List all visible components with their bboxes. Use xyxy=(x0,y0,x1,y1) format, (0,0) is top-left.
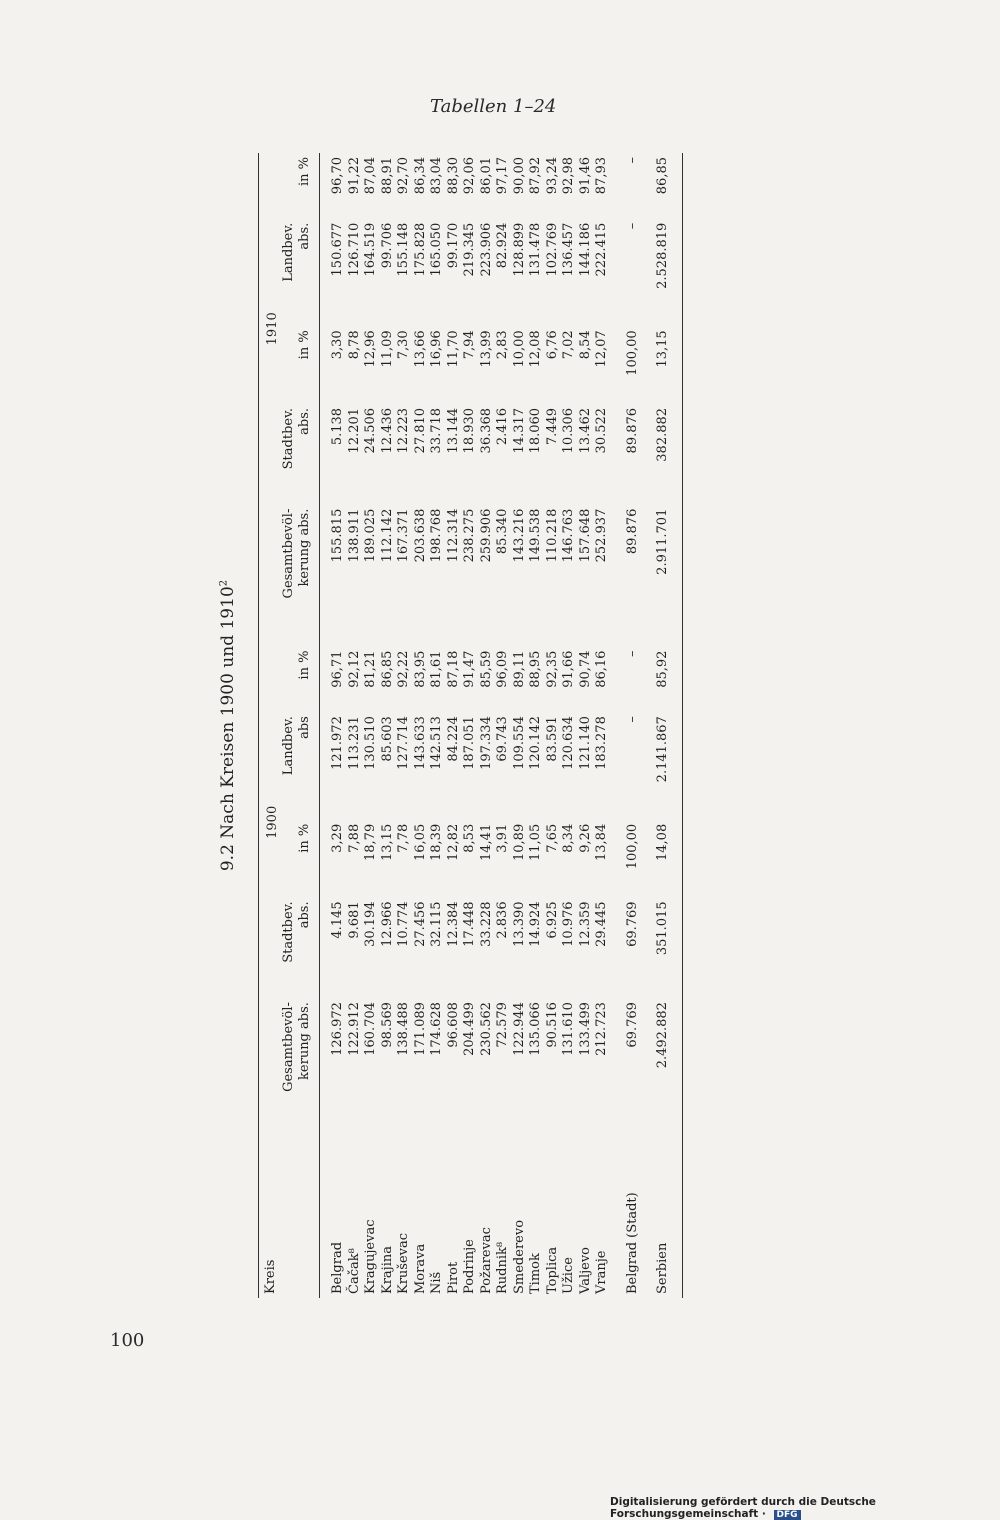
header-land-1910-abs: abs. xyxy=(297,222,312,250)
cell-l1910: 126.710 xyxy=(346,222,362,277)
cell-s1900: 29.445 xyxy=(594,901,609,947)
cell-kreis: Krajina xyxy=(379,1246,395,1294)
spacer-row xyxy=(672,153,683,1298)
table-row xyxy=(545,153,562,1298)
cell-s1900: 9.681 xyxy=(346,901,362,939)
cell-g1900: 174.628 xyxy=(429,1002,444,1056)
header-year-1910: 1910 xyxy=(264,312,280,346)
cell-l1900: 187.051 xyxy=(462,716,477,770)
cell-l1910: 164.519 xyxy=(363,222,378,277)
header-land-pct-1910: in % xyxy=(297,157,312,187)
cell-kreis: Valjevo xyxy=(577,1247,593,1294)
table-row xyxy=(594,153,611,1298)
header-gesamt-1900-l2: kerung abs. xyxy=(297,1002,312,1080)
cell-g1900: 98.569 xyxy=(379,1002,395,1048)
spacer-cell xyxy=(672,153,683,1298)
cell-lp1910: 97,17 xyxy=(495,157,510,195)
table-row xyxy=(479,153,496,1298)
cell-l1910: 175.828 xyxy=(412,222,428,277)
cell-sp1910: 3,30 xyxy=(330,330,345,360)
cell-sp1900: 8,34 xyxy=(561,823,576,853)
cell-lp1910: 91,22 xyxy=(346,157,362,195)
cell-lp1910: 92,98 xyxy=(561,157,576,195)
header-gesamt-1910 xyxy=(281,505,320,647)
cell-lp1910: 90,00 xyxy=(511,157,527,195)
cell-s1900: 2.836 xyxy=(495,901,510,939)
header-stadt-1900-abs: abs. xyxy=(297,901,312,929)
cell-l1900: 183.278 xyxy=(594,716,609,770)
cell-l1910: 128.899 xyxy=(511,222,527,277)
cell-l1910: 99.706 xyxy=(379,222,395,269)
cell-l1910: 82.924 xyxy=(495,222,510,269)
table-row xyxy=(363,153,380,1298)
cell-sp1910: 11,70 xyxy=(445,330,461,368)
cell-s1910: 18.060 xyxy=(528,407,543,454)
cell-sp1900: 14,41 xyxy=(478,823,494,861)
cell-sp1910: 10,00 xyxy=(511,330,527,368)
cell-s1910: 12.436 xyxy=(379,407,395,454)
cell-s1910: 18.930 xyxy=(462,407,477,454)
cell-l1900: 83.591 xyxy=(544,716,560,762)
cell-l1910: 219.345 xyxy=(462,222,477,277)
header-stadt-1910-l1: Stadtbev. xyxy=(281,407,296,470)
cell-g1910: 89.876 xyxy=(624,508,640,555)
header-gesamt-1910-l2: kerung abs. xyxy=(297,508,312,587)
cell-kreis: Timok xyxy=(528,1253,543,1294)
cell-kreis: Pirot xyxy=(445,1261,461,1294)
table-row xyxy=(413,153,430,1298)
cell-sp1910: 12,07 xyxy=(594,330,609,368)
cell-g1900: 96.608 xyxy=(445,1002,461,1048)
header-land-1900-abs: abs xyxy=(297,716,312,739)
spacer-row xyxy=(641,153,655,1298)
cell-g1910: 2.911.701 xyxy=(655,508,670,575)
cell-g1900: 171.089 xyxy=(412,1002,428,1056)
cell-sp1910: 8,78 xyxy=(346,330,362,360)
spacer-row xyxy=(611,153,625,1298)
cell-lp1900: 86,85 xyxy=(379,650,395,688)
cell-l1900: 109.554 xyxy=(511,716,527,770)
cell-l1910: 150.677 xyxy=(330,222,345,277)
cell-l1910: 223.906 xyxy=(478,222,494,277)
cell-sp1900: 9,26 xyxy=(577,823,593,853)
cell-g1910: 238.275 xyxy=(462,508,477,563)
cell-g1910: 167.371 xyxy=(396,508,411,563)
cell-g1910: 198.768 xyxy=(429,508,444,563)
cell-g1910: 112.142 xyxy=(379,508,395,563)
cell-l1900: 84.224 xyxy=(445,716,461,762)
cell-g1900: 131.610 xyxy=(561,1002,576,1056)
spacer-cell xyxy=(611,153,625,1298)
cell-kreis: Podrinje xyxy=(462,1239,477,1294)
cell-g1900: 72.579 xyxy=(495,1002,510,1048)
cell-l1910: 99.170 xyxy=(445,222,461,269)
cell-kreis: Niš xyxy=(429,1271,444,1294)
cell-s1900: 10.976 xyxy=(561,901,576,947)
table-row xyxy=(561,153,578,1298)
cell-lp1900: 81,21 xyxy=(363,650,378,688)
cell-lp1910: 87,93 xyxy=(594,157,609,195)
cell-sp1910: 12,96 xyxy=(363,330,378,368)
cell-g1900: 122.944 xyxy=(511,1002,527,1056)
table-row xyxy=(347,153,364,1298)
spacer-cell xyxy=(641,153,655,1298)
cell-s1900: 14.924 xyxy=(528,901,543,947)
cell-l1910: 2.528.819 xyxy=(655,222,670,289)
cell-lp1900: 87,18 xyxy=(445,650,461,688)
footer-credit-text: Digitalisierung gefördert durch die Deutsche Forschungsgemeinschaft xyxy=(610,1496,876,1520)
cell-s1900: 6.925 xyxy=(544,901,560,939)
cell-sp1900: 14,08 xyxy=(655,823,670,861)
cell-s1900: 69.769 xyxy=(624,901,640,947)
cell-l1910: 131.478 xyxy=(528,222,543,277)
cell-lp1910: 92,06 xyxy=(462,157,477,195)
cell-l1910: 222.415 xyxy=(594,222,609,277)
cell-lp1900: 96,09 xyxy=(495,650,510,688)
cell-sp1910: 2,83 xyxy=(495,330,510,360)
cell-g1910: 112.314 xyxy=(445,508,461,563)
table-row xyxy=(380,153,397,1298)
cell-lp1900: 92,12 xyxy=(346,650,362,688)
dfg-logo-icon: DFG xyxy=(774,1510,801,1520)
cell-lp1900: 91,47 xyxy=(462,650,477,688)
cell-g1910: 203.638 xyxy=(412,508,428,563)
cell-g1910: 155.815 xyxy=(330,508,345,563)
running-head: Tabellen 1–24 xyxy=(430,96,557,117)
cell-s1910: 13.462 xyxy=(577,407,593,454)
cell-kreis: Vranje xyxy=(594,1250,609,1294)
header-row-years xyxy=(259,153,282,1298)
table-row-serbien xyxy=(655,153,672,1298)
cell-lp1910: 92,70 xyxy=(396,157,411,195)
cell-lp1900: 90,74 xyxy=(577,650,593,688)
cell-kreis: Kruševac xyxy=(396,1232,411,1294)
cell-l1910: 102.769 xyxy=(544,222,560,277)
header-gesamt-1910-l1: Gesamtbevöl- xyxy=(281,508,296,599)
cell-lp1910: 86,01 xyxy=(478,157,494,195)
cell-lp1900: 92,22 xyxy=(396,650,411,688)
spacer-cell xyxy=(320,153,331,1298)
cell-sp1900: 7,78 xyxy=(396,823,411,853)
cell-kreis: Serbien xyxy=(655,1242,670,1294)
cell-sp1900: 10,89 xyxy=(511,823,527,861)
table-title-text: 9.2 Nach Kreisen 1900 und 1910 xyxy=(218,586,238,872)
cell-s1910: 7.449 xyxy=(544,407,560,446)
cell-sp1910: 7,94 xyxy=(462,330,477,360)
cell-l1900: 127.714 xyxy=(396,716,411,770)
cell-g1900: 160.704 xyxy=(363,1002,378,1056)
cell-g1900: 133.499 xyxy=(577,1002,593,1056)
cell-sp1900: 12,82 xyxy=(445,823,461,861)
cell-sp1910: 100,00 xyxy=(624,330,640,376)
cell-sp1910: 16,96 xyxy=(429,330,444,368)
header-land-abs-1910 xyxy=(281,219,320,327)
header-stadt-abs-1910 xyxy=(281,404,320,505)
cell-g1900: 2.492.882 xyxy=(655,1002,670,1069)
cell-g1910: 252.937 xyxy=(594,508,609,563)
cell-sp1910: 7,30 xyxy=(396,330,411,360)
cell-g1910: 110.218 xyxy=(544,508,560,563)
cell-g1910: 189.025 xyxy=(363,508,378,563)
cell-s1910: 12.201 xyxy=(346,407,362,454)
cell-g1900: 138.488 xyxy=(396,1002,411,1056)
cell-kreis: Morava xyxy=(412,1243,428,1294)
cell-s1910: 36.368 xyxy=(478,407,494,454)
cell-lp1910: 87,92 xyxy=(528,157,543,195)
cell-sp1900: 3,91 xyxy=(495,823,510,853)
table-row xyxy=(330,153,347,1298)
cell-s1910: 89.876 xyxy=(624,407,640,454)
cell-lp1910: 96,70 xyxy=(330,157,345,195)
cell-l1900: – xyxy=(624,716,640,723)
cell-g1910: 157.648 xyxy=(577,508,593,563)
cell-l1910: – xyxy=(624,222,640,230)
cell-l1910: 165.050 xyxy=(429,222,444,277)
cell-s1910: 27.810 xyxy=(412,407,428,454)
cell-s1900: 351.015 xyxy=(655,901,670,956)
cell-lp1900: 81,61 xyxy=(429,650,444,688)
table-row-belgrad-stadt xyxy=(625,153,642,1298)
cell-l1900: 85.603 xyxy=(379,716,395,762)
cell-s1910: 5.138 xyxy=(330,407,345,446)
spacer-row xyxy=(320,153,331,1298)
cell-s1900: 12.966 xyxy=(379,901,395,947)
cell-sp1910: 13,15 xyxy=(655,330,670,368)
cell-s1910: 30.522 xyxy=(594,407,609,454)
cell-g1900: 122.912 xyxy=(346,1002,362,1056)
cell-l1900: 130.510 xyxy=(363,716,378,770)
cell-lp1910: 93,24 xyxy=(544,157,560,195)
cell-l1900: 2.141.867 xyxy=(655,716,670,783)
footer-credit: Digitalisierung gefördert durch die Deutsche Forschungsgemeinschaft · DFG xyxy=(610,1496,876,1520)
cell-l1900: 142.513 xyxy=(429,716,444,770)
cell-sp1910: 6,76 xyxy=(544,330,560,360)
table-row xyxy=(446,153,463,1298)
cell-s1900: 17.448 xyxy=(462,901,477,947)
cell-kreis: Požarevac xyxy=(478,1227,494,1294)
header-stadt-1900-l1: Stadtbev. xyxy=(281,901,296,963)
header-year-1900: 1900 xyxy=(264,805,280,839)
table-row xyxy=(396,153,413,1298)
table-row xyxy=(429,153,446,1298)
cell-sp1900: 7,88 xyxy=(346,823,362,853)
cell-g1910: 146.763 xyxy=(561,508,576,563)
cell-lp1900: 96,71 xyxy=(330,650,345,688)
cell-sp1900: 8,53 xyxy=(462,823,477,853)
cell-kreis: Toplica xyxy=(544,1246,560,1294)
cell-sp1910: 7,02 xyxy=(561,330,576,360)
cell-g1910: 143.216 xyxy=(511,508,527,563)
cell-g1910: 138.911 xyxy=(346,508,362,563)
cell-lp1900: 89,11 xyxy=(511,650,527,688)
cell-sp1900: 13,84 xyxy=(594,823,609,861)
cell-lp1900: 85,92 xyxy=(655,650,670,688)
table-title xyxy=(218,153,248,1298)
cell-s1900: 13.390 xyxy=(511,901,527,947)
cell-l1900: 120.142 xyxy=(528,716,543,770)
cell-s1900: 33.228 xyxy=(478,901,494,947)
header-stadt-1910-abs: abs. xyxy=(297,407,312,435)
cell-lp1900: 88,95 xyxy=(528,650,543,688)
cell-lp1900: 86,16 xyxy=(594,650,609,688)
table-row xyxy=(528,153,545,1298)
page-number: 100 xyxy=(110,1330,145,1351)
cell-sp1910: 12,08 xyxy=(528,330,543,368)
cell-s1900: 32.115 xyxy=(429,901,444,947)
cell-sp1910: 13,99 xyxy=(478,330,494,368)
cell-s1910: 33.718 xyxy=(429,407,444,454)
cell-lp1910: – xyxy=(624,157,640,164)
cell-s1900: 27.456 xyxy=(412,901,428,947)
cell-s1900: 12.359 xyxy=(577,901,593,947)
cell-lp1900: 91,66 xyxy=(561,650,576,688)
header-land-pct-1900: in % xyxy=(297,650,312,680)
cell-kreis: Čačak⁸ xyxy=(346,1248,362,1294)
cell-s1900: 30.194 xyxy=(363,901,378,947)
cell-g1900: 204.499 xyxy=(462,1002,477,1056)
cell-l1910: 136.457 xyxy=(561,222,576,277)
cell-sp1910: 8,54 xyxy=(577,330,593,360)
cell-s1910: 13.144 xyxy=(445,407,461,454)
cell-s1910: 14.317 xyxy=(511,407,527,454)
cell-g1900: 230.562 xyxy=(478,1002,494,1056)
cell-l1900: 121.140 xyxy=(577,716,593,770)
cell-kreis: Užice xyxy=(561,1257,576,1294)
cell-l1900: 120.634 xyxy=(561,716,576,770)
cell-g1910: 149.538 xyxy=(528,508,543,563)
header-stadt-pct-1900: in % xyxy=(297,823,312,853)
cell-lp1910: 86,85 xyxy=(655,157,670,195)
cell-lp1910: 91,46 xyxy=(577,157,593,195)
table-body xyxy=(320,153,683,1298)
cell-lp1900: 85,59 xyxy=(478,650,494,688)
cell-s1910: 2.416 xyxy=(495,407,510,446)
cell-l1900: 197.334 xyxy=(478,716,494,770)
table-title-footnote: 2 xyxy=(218,579,230,587)
cell-sp1900: 13,15 xyxy=(379,823,395,861)
cell-lp1900: 83,95 xyxy=(412,650,428,688)
cell-lp1910: 87,04 xyxy=(363,157,378,195)
cell-s1910: 10.306 xyxy=(561,407,576,454)
cell-g1900: 135.066 xyxy=(528,1002,543,1056)
cell-s1900: 10.774 xyxy=(396,901,411,947)
population-table xyxy=(258,153,683,1298)
table-row xyxy=(578,153,595,1298)
cell-lp1910: 83,04 xyxy=(429,157,444,195)
cell-l1910: 144.186 xyxy=(577,222,593,277)
cell-l1900: 121.972 xyxy=(330,716,345,770)
cell-lp1900: 92,35 xyxy=(544,650,560,688)
cell-s1910: 382.882 xyxy=(655,407,670,462)
header-land-abs-1900 xyxy=(281,712,320,820)
cell-kreis: Belgrad (Stadt) xyxy=(624,1192,640,1294)
cell-kreis: Rudnik⁸ xyxy=(495,1241,510,1294)
header-kreis: Kreis xyxy=(263,1259,278,1294)
cell-s1910: 12.223 xyxy=(396,407,411,454)
cell-g1910: 85.340 xyxy=(495,508,510,555)
cell-s1900: 4.145 xyxy=(330,901,345,939)
cell-l1900: 69.743 xyxy=(495,716,510,762)
cell-l1910: 155.148 xyxy=(396,222,411,277)
rotated-table-region xyxy=(218,153,806,1298)
cell-sp1900: 100,00 xyxy=(624,823,640,870)
cell-sp1900: 3,29 xyxy=(330,823,345,853)
header-row-columns xyxy=(281,153,320,1298)
cell-sp1900: 7,65 xyxy=(544,823,560,853)
cell-lp1910: 88,91 xyxy=(379,157,395,195)
header-gesamt-1900 xyxy=(281,998,320,1140)
cell-s1900: 12.384 xyxy=(445,901,461,947)
header-land-1910-l1: Landbev. xyxy=(281,222,296,282)
cell-g1910: 259.906 xyxy=(478,508,494,563)
cell-sp1900: 16,05 xyxy=(412,823,428,861)
cell-sp1900: 18,79 xyxy=(363,823,378,861)
cell-l1900: 143.633 xyxy=(412,716,428,770)
cell-s1910: 24.506 xyxy=(363,407,378,454)
cell-lp1910: 86,34 xyxy=(412,157,428,195)
cell-g1900: 126.972 xyxy=(330,1002,345,1056)
cell-sp1900: 18,39 xyxy=(429,823,444,861)
header-land-1900-l1: Landbev. xyxy=(281,716,296,776)
cell-sp1910: 13,66 xyxy=(412,330,428,368)
cell-g1900: 69.769 xyxy=(624,1002,640,1048)
cell-kreis: Smederevo xyxy=(511,1219,527,1294)
header-stadt-pct-1910: in % xyxy=(297,330,312,360)
cell-lp1910: 88,30 xyxy=(445,157,461,195)
cell-g1900: 90.516 xyxy=(544,1002,560,1048)
header-stadt-abs-1900 xyxy=(281,897,320,998)
cell-sp1900: 11,05 xyxy=(528,823,543,861)
cell-kreis: Belgrad xyxy=(330,1241,345,1294)
cell-sp1910: 11,09 xyxy=(379,330,395,368)
table-row xyxy=(462,153,479,1298)
cell-lp1900: – xyxy=(624,650,640,658)
table-row xyxy=(495,153,512,1298)
cell-l1900: 113.231 xyxy=(346,716,362,770)
cell-g1900: 212.723 xyxy=(594,1002,609,1056)
table-row xyxy=(512,153,529,1298)
header-gesamt-1900-l1: Gesamtbevöl- xyxy=(281,1002,296,1092)
cell-kreis: Kragujevac xyxy=(363,1219,378,1294)
